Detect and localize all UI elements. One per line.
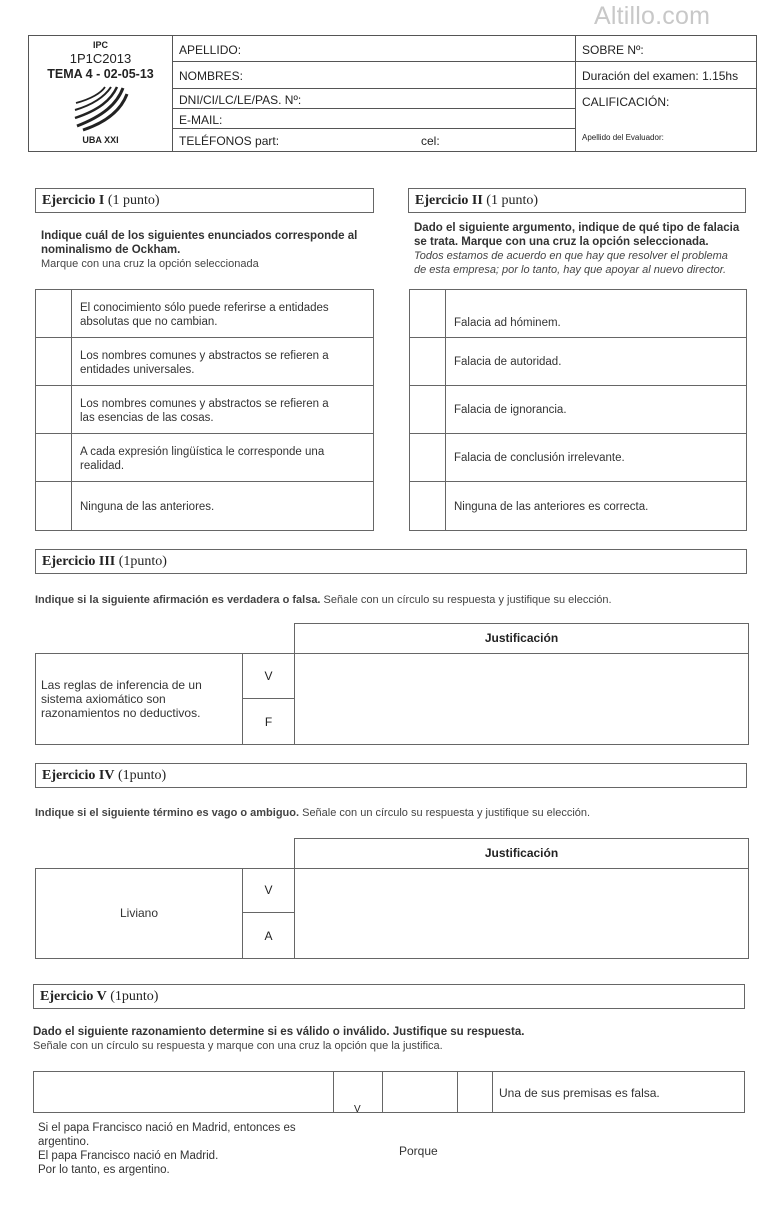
grading-info xyxy=(576,36,756,151)
ex1-option: A cada expresión lingüística le corresponde una realidad. xyxy=(36,434,373,482)
watermark: Altillo.com xyxy=(594,2,711,30)
ex1-option-2-checkbox[interactable] xyxy=(36,338,72,385)
field-telefonos[interactable] xyxy=(173,129,575,151)
ex1-option-5-checkbox[interactable] xyxy=(36,482,72,530)
ex2-options-table xyxy=(409,289,747,531)
exam-theme: TEMA 4 - 02-05-13 xyxy=(47,67,154,81)
ex3-option-false[interactable]: F xyxy=(242,698,295,745)
ex1-title: Ejercicio I (1 punto) xyxy=(35,188,374,213)
ex5-option-invalid[interactable] xyxy=(382,1071,458,1113)
ex2-option: Falacia ad hóminem. xyxy=(410,290,746,338)
ex5-title: Ejercicio V (1punto) xyxy=(33,984,745,1009)
evaluador-label: Apellido del Evaluador: xyxy=(582,133,664,142)
ex4-justification-header: Justificación xyxy=(294,838,749,869)
ex2-option: Falacia de ignorancia. xyxy=(410,386,746,434)
ex5-instructions: Dado el siguiente razonamiento determine si es válido o inválido. Justifique su respuesta. Señale con un círculo su respuesta y marque con una cruz la opción que la justifica. xyxy=(33,1026,525,1052)
ex1-option-1-checkbox[interactable] xyxy=(36,290,72,337)
exam-code: 1P1C2013 xyxy=(69,51,132,66)
ex1-option: Los nombres comunes y abstractos se refieren a las esencias de las cosas. xyxy=(36,386,373,434)
ex4-instructions: Indique si el siguiente término es vago o ambiguo. Señale con un círculo su respuesta y justifique su elección. xyxy=(35,807,591,819)
subject-code: IPC xyxy=(92,40,108,50)
field-calificacion[interactable] xyxy=(576,89,756,151)
exam-header xyxy=(28,35,757,152)
ex1-options-table xyxy=(35,289,374,531)
ex4-option-vague[interactable]: V xyxy=(242,868,295,913)
ex5-option-valid[interactable] xyxy=(333,1071,383,1113)
ex1-option: El conocimiento sólo puede referirse a entidades absolutas que no cambian. xyxy=(36,290,373,338)
ex5-justify-checkbox[interactable] xyxy=(457,1071,493,1113)
ex3-statement: Las reglas de inferencia de un sistema axiomático son razonamientos no deductivos. xyxy=(35,653,243,745)
header-logo-cell xyxy=(29,36,173,151)
field-email[interactable]: E-MAIL: xyxy=(173,109,575,129)
ex2-option-2-checkbox[interactable] xyxy=(410,338,446,385)
field-dni[interactable]: DNI/CI/LC/LE/PAS. Nº: xyxy=(173,89,575,109)
institution-name: UBA XXI xyxy=(82,135,119,145)
ex4-option-ambiguous[interactable]: A xyxy=(242,912,295,959)
exam-duration: Duración del examen: 1.15hs xyxy=(576,62,756,89)
ex2-option-4-checkbox[interactable] xyxy=(410,434,446,481)
ex2-option-3-checkbox[interactable] xyxy=(410,386,446,433)
ex3-option-true[interactable]: V xyxy=(242,653,295,699)
ex4-term: Liviano xyxy=(35,868,243,959)
ex1-option-3-checkbox[interactable] xyxy=(36,386,72,433)
ex3-justification-field[interactable] xyxy=(294,653,749,745)
ex3-justification-header: Justificación xyxy=(294,623,749,654)
ex2-title: Ejercicio II (1 punto) xyxy=(408,188,746,213)
ex5-premises: Si el papa Francisco nació en Madrid, entonces es argentino. El papa Francisco nació en Madrid. Por lo tanto, es argentino. xyxy=(38,1122,296,1176)
ex1-option: Ninguna de las anteriores. xyxy=(36,482,373,530)
field-apellido[interactable]: APELLIDO: xyxy=(173,36,575,62)
field-nombres[interactable]: NOMBRES: xyxy=(173,62,575,89)
ex5-justify-option: Una de sus premisas es falsa. xyxy=(492,1071,745,1113)
ex4-title: Ejercicio IV (1punto) xyxy=(35,763,747,788)
field-sobre[interactable]: SOBRE Nº: xyxy=(576,36,756,62)
ex2-option: Falacia de autoridad. xyxy=(410,338,746,386)
student-info xyxy=(173,36,576,151)
uba-logo-icon xyxy=(73,86,129,132)
ex1-option: Los nombres comunes y abstractos se refieren a entidades universales. xyxy=(36,338,373,386)
cel-label: cel: xyxy=(421,134,440,148)
calificacion-label: CALIFICACIÓN: xyxy=(582,95,670,109)
ex2-option-5-checkbox[interactable] xyxy=(410,482,446,530)
ex5-reasoning-cell xyxy=(33,1071,334,1113)
ex2-option: Ninguna de las anteriores es correcta. xyxy=(410,482,746,530)
ex1-instructions: Indique cuál de los siguientes enunciados corresponde al nominalismo de Ockham. Marque con una cruz la opción seleccionada xyxy=(41,230,358,270)
telefonos-label: TELÉFONOS part: xyxy=(179,134,280,148)
ex2-option-1-checkbox[interactable] xyxy=(410,290,446,337)
ex3-instructions: Indique si la siguiente afirmación es verdadera o falsa. Señale con un círculo su respuesta y justifique su elección. xyxy=(35,594,612,606)
ex5-porque-label: Porque xyxy=(399,1144,438,1158)
ex1-option-4-checkbox[interactable] xyxy=(36,434,72,481)
ex2-option: Falacia de conclusión irrelevante. xyxy=(410,434,746,482)
ex4-justification-field[interactable] xyxy=(294,868,749,959)
ex3-title: Ejercicio III (1punto) xyxy=(35,549,747,574)
ex5-v-mark: V xyxy=(354,1104,361,1115)
ex2-instructions: Dado el siguiente argumento, indique de qué tipo de falacia se trata. Marque con una cruz la opción seleccionada. Todos estamos de acuerdo en que hay que resolver el problema de esta empresa; por lo tanto, hay que apoyar al nuevo director. xyxy=(414,222,740,276)
